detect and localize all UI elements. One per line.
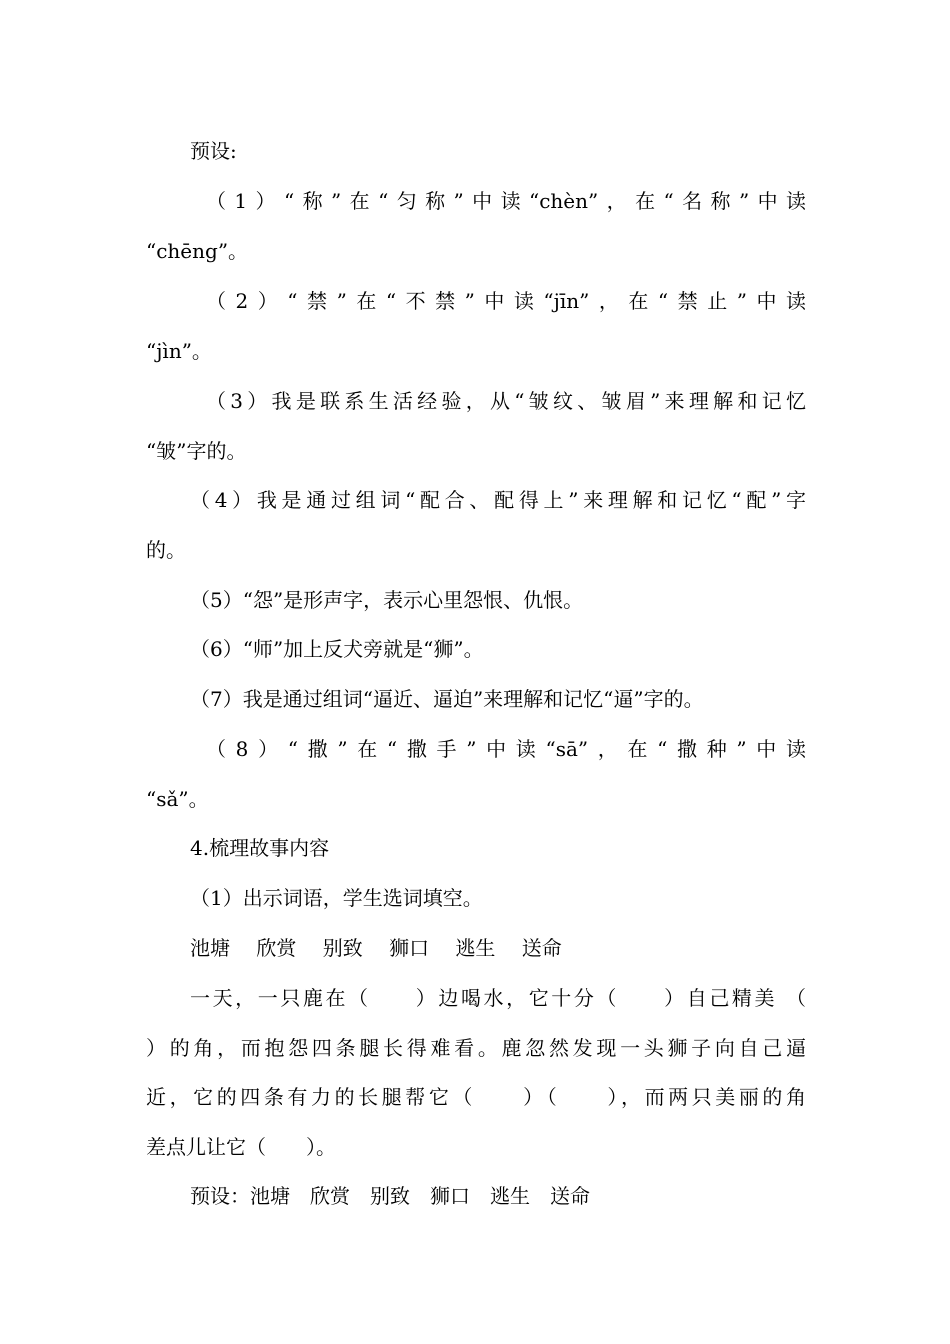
passage-line-2: ）的角，而抱怨四条腿长得难看。鹿忽然发现一头狮子向自己逼: [146, 1036, 806, 1060]
item-3-line-1: （3）我是联系生活经验，从“皱纹、皱眉”来理解和记忆: [206, 389, 806, 413]
answer-preset: 预设：池塘 欣赏 别致 狮口 逃生 送命: [190, 1184, 590, 1208]
preset-heading: 预设:: [190, 139, 237, 163]
item-7: （7）我是通过组词“逼近、逼迫”来理解和记忆“逼”字的。: [190, 687, 704, 711]
item-4-line-1: （4）我是通过组词“配合、配得上”来理解和记忆“配”字: [190, 488, 806, 512]
item-5: （5）“怨”是形声字，表示心里怨恨、仇恨。: [190, 588, 584, 612]
passage-line-4: 差点儿让它（ ）。: [146, 1135, 336, 1159]
item-2-line-1: （2）“禁”在“不禁”中读“jīn”，在“禁止”中读: [206, 289, 806, 313]
item-8-line-1: （8）“撒”在“撒手”中读“sā”，在“撒种”中读: [206, 737, 806, 761]
passage-line-1: 一天，一只鹿在（ ）边喝水，它十分（ ）自己精美 （: [190, 986, 806, 1010]
item-6: （6）“师”加上反犬旁就是“狮”。: [190, 637, 484, 661]
item-1-line-2: “chēng”。: [146, 239, 249, 263]
item-8-line-2: “sǎ”。: [146, 787, 209, 811]
item-4-line-2: 的。: [146, 538, 186, 562]
item-3-line-2: “皱”字的。: [146, 439, 247, 463]
item-2-line-2: “jìn”。: [146, 339, 212, 363]
item-1-line-1: （1）“称”在“匀称”中读“chèn”，在“名称”中读: [206, 189, 806, 213]
section-title: 4.梳理故事内容: [190, 836, 330, 860]
word-bank: 池塘 欣赏 别致 狮口 逃生 送命: [190, 936, 562, 960]
passage-line-3: 近，它的四条有力的长腿帮它（ ）（ ），而两只美丽的角: [146, 1085, 806, 1109]
task-instruction: （1）出示词语，学生选词填空。: [190, 886, 483, 910]
